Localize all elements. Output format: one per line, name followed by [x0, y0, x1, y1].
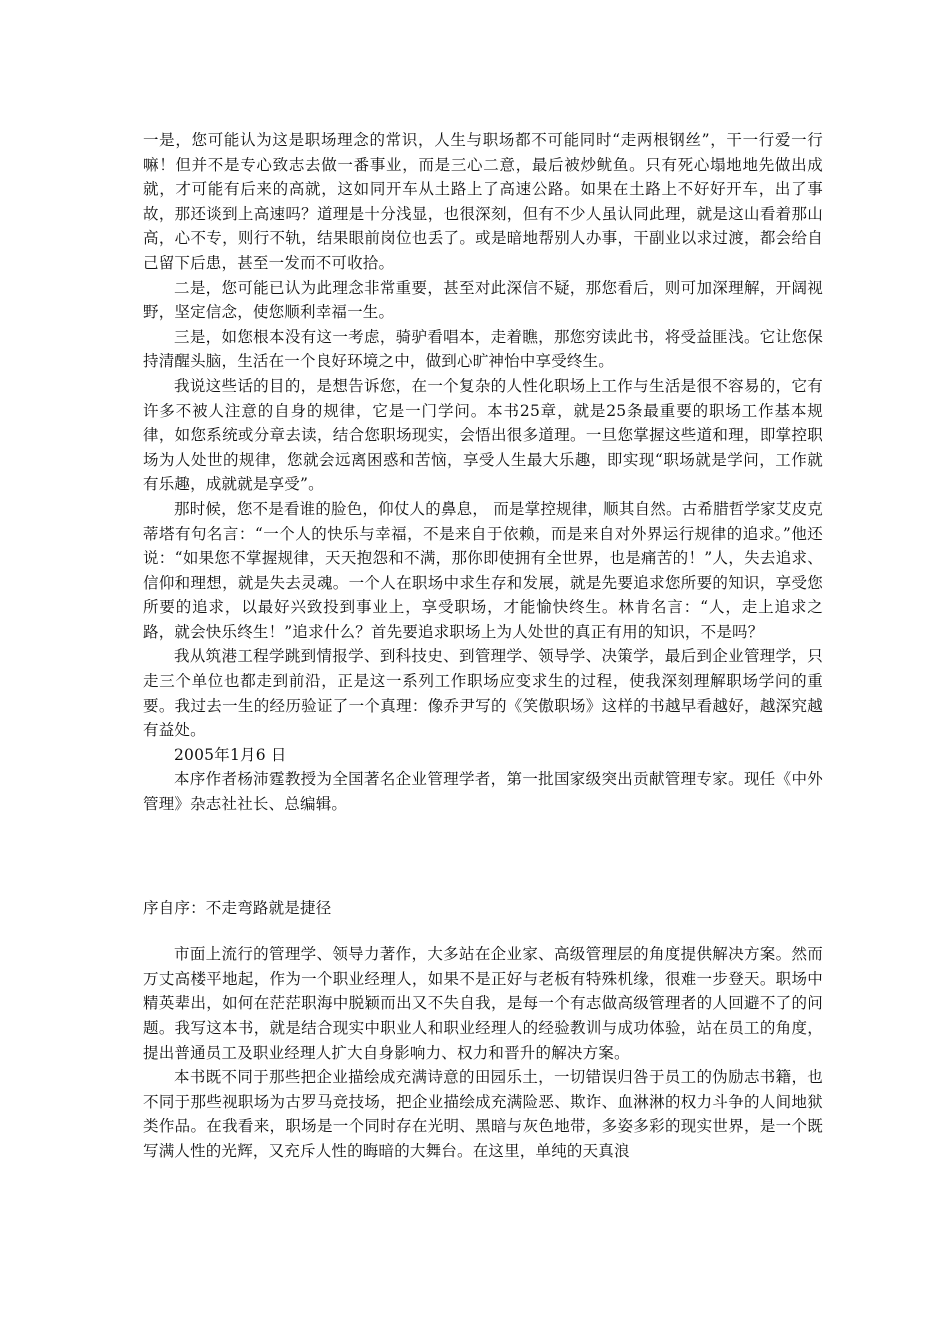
preface-author-note: 本序作者杨沛霆教授为全国著名企业管理学者，第一批国家级突出贡献管理专家。现任《中外管理》杂志社社长、总编辑。	[143, 770, 823, 814]
preface-paragraph-3: 三是，如您根本没有这一考虑，骑驴看唱本，走着瞧，那您穷读此书，将受益匪浅。它让您保持清醒头脑，生活在一个良好环境之中，做到心旷神怡中享受终生。	[143, 327, 823, 371]
preface-paragraph-1: 一是，您可能认为这是职场理念的常识，人生与职场都不可能同时“走两根钢丝”，干一行爱一行嘛！但并不是专心致志去做一番事业，而是三心二意，最后被炒鱿鱼。只有死心塌地地先做出成就，才可能有后来的高就，这如同开车从土路上了高速公路。如果在土路上不好好开车，出了事故，那还谈到上高速吗？道理是十分浅显，也很深刻，但有不少人虽认同此理，就是这山看着那山高，心不专，则行不轨，结果眼前岗位也丢了。或是暗地帮别人办事，干副业以求过渡，都会给自己留下后患，甚至一发而不可收拾。	[143, 131, 823, 272]
self-preface-paragraph-1: 市面上流行的管理学、领导力著作，大多站在企业家、高级管理层的角度提供解决方案。然而万丈高楼平地起，作为一个职业经理人，如果不是正好与老板有特殊机缘，很难一步登天。职场中精英辈出，如何在茫茫职海中脱颖而出又不失自我，是每一个有志做高级管理者的人回避不了的问题。我写这本书，就是结合现实中职业人和职业经理人的经验教训与成功体验，站在员工的角度，提出普通员工及职业经理人扩大自身影响力、权力和晋升的解决方案。	[143, 945, 823, 1062]
preface-date: 2005年1月6 日	[174, 745, 287, 764]
section-heading: 序自序：不走弯路就是捷径	[143, 898, 332, 917]
preface-paragraph-2: 二是，您可能已认为此理念非常重要，甚至对此深信不疑，那您看后，则可加深理解，开阔视野，坚定信念，使您顺利幸福一生。	[143, 278, 823, 322]
section-spacer	[143, 817, 823, 896]
preface-paragraph-4: 我说这些话的目的，是想告诉您，在一个复杂的人性化职场上工作与生活是很不容易的，它有许多不被人注意的自身的规律，它是一门学问。本书25章，就是25条最重要的职场工作基本规律，如您系统或分章去读，结合您职场现实，会悟出很多道理。一旦您掌握这些道和理，即掌控职场为人处世的规律，您就会远离困惑和苦恼，享受人生最大乐趣，即实现“职场就是学问，工作就有乐趣，成就就是享受”。	[143, 376, 823, 494]
document-page	[143, 128, 823, 1164]
heading-spacer	[143, 920, 823, 942]
preface-paragraph-5: 那时候，您不是看谁的脸色，仰仗人的鼻息， 而是掌控规律，顺其自然。古希腊哲学家艾皮克蒂塔有句名言：“一个人的快乐与幸福，不是来自于依赖，而是来自对外界运行规律的追求。”他还说：“如果您不掌握规律，天天抱怨和不满，那你即使拥有全世界，也是痛苦的！”人，失去追求、信仰和理想，就是失去灵魂。一个人在职场中求生存和发展，就是先要追求您所要的知识，享受您所要的追求，以最好兴致投到事业上，享受职场，才能愉快终生。林肯名言：“人，走上追求之路，就会快乐终生！”追求什么？首先要追求职场上为人处世的真正有用的知识，不是吗？	[143, 499, 823, 641]
self-preface-paragraph-2: 本书既不同于那些把企业描绘成充满诗意的田园乐土，一切错误归咎于员工的伪励志书籍，也不同于那些视职场为古罗马竞技场，把企业描绘成充满险恶、欺诈、血淋淋的权力斗争的人间地狱类作品。在我看来，职场是一个同时存在光明、黑暗与灰色地带，多姿多彩的现实世界，是一个既写满人性的光辉，又充斥人性的晦暗的大舞台。在这里，单纯的天真浪	[143, 1068, 823, 1160]
preface-paragraph-6: 我从筑港工程学跳到情报学、到科技史、到管理学、领导学、决策学，最后到企业管理学，只走三个单位也都走到前沿，正是这一系列工作职场应变求生的过程，使我深刻理解职场学问的重要。我过去一生的经历验证了一个真理：像乔尹写的《笑傲职场》这样的书越早看越好，越深究越有益处。	[143, 647, 823, 740]
